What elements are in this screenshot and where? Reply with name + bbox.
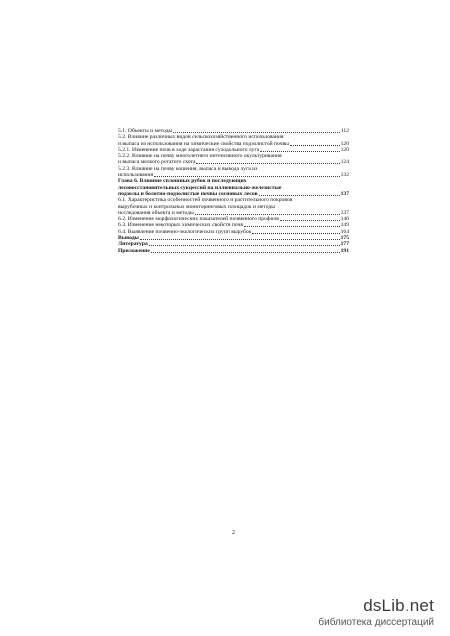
toc-entry-title: 6.2. Изменение морфологических показателей почвенного профиля (118, 216, 279, 223)
toc-entry-title: 6.3. Изменение некоторых химических свойств почв (118, 222, 243, 229)
toc-page-number: 177 (340, 241, 349, 248)
toc-leader-dots (244, 226, 340, 227)
toc-leader-dots (173, 132, 340, 133)
toc-entry-title: 6.4. Выявление почвенно-экологических групп вырубок (118, 228, 252, 235)
toc-leader-dots (290, 145, 340, 146)
toc-leader-dots (259, 195, 340, 196)
toc-entry-title: 5.2. Влияние различных видов сельскохозяйственного использования (118, 134, 284, 141)
toc-page-number: 132 (340, 172, 349, 179)
toc-page-number: 112 (340, 128, 349, 134)
toc-entry-title: Приложение (118, 247, 150, 254)
toc-leader-dots (280, 220, 340, 221)
toc-entry-title: лесовосстановительных сукцессий на иллювиально-железистые (118, 184, 282, 191)
toc-entry (118, 248, 349, 254)
watermark-logo: dsLib.net (363, 596, 434, 615)
toc-leader-dots (195, 214, 340, 215)
toc-entry-title: 5.1. Объекты и методы (118, 128, 173, 134)
toc-page-number: 137 (340, 209, 349, 216)
toc-page-number: 124 (340, 159, 349, 166)
toc-page-number: 164 (340, 228, 349, 235)
toc-entry-title: Глава 6. Влияние сплошных рубок и последующих (118, 178, 247, 185)
toc-entry-title: вырубочных и контрольных мониторинговых площадок и методы (118, 203, 276, 210)
toc-entry-title: 5.2.1. Изменение почв в ходе зарастания суходольного луга (118, 146, 260, 153)
toc-entry-title: использования (118, 172, 154, 179)
page-number: 2 (232, 530, 235, 536)
toc-entry-title: 5.2.3. Влияние на почву кошения, выпаса и вывода луга из (118, 165, 258, 172)
toc-page-number: 146 (340, 216, 349, 223)
toc-leader-dots (196, 163, 339, 164)
toc-leader-dots (154, 176, 339, 177)
toc-page-number: 120 (340, 140, 349, 147)
toc-leader-dots (260, 151, 339, 152)
table-of-contents (118, 128, 349, 254)
toc-entry-title: и выпаса мелкого рогатого скота (118, 159, 196, 166)
toc-entry-title: подзолы и болотно-подзолистые почвы сосновых лесов (118, 190, 258, 197)
toc-page-number: 120 (340, 146, 349, 153)
toc-leader-dots (140, 239, 340, 240)
toc-leader-dots (149, 245, 340, 246)
toc-page-number: 137 (340, 190, 349, 197)
toc-entry-title: Выводы (118, 235, 139, 242)
toc-leader-dots (151, 252, 340, 253)
toc-entry-title: Литература (118, 241, 148, 248)
toc-leader-dots (252, 233, 339, 234)
toc-entry-title: исследования объекта и методы (118, 209, 194, 216)
watermark (318, 596, 434, 628)
toc-page-number: 175 (340, 235, 349, 242)
toc-page-number: 191 (340, 247, 349, 254)
toc-entry-title: 6.1. Характеристика особенностей почвенного и растительного покровов (118, 197, 293, 204)
toc-entry-title: и выпаса из использования на химические свойства подзолистой почвы (118, 140, 289, 147)
watermark-tagline: библиотека диссертаций (318, 617, 434, 628)
toc-entry-title: 5.2.2. Влияние на почву многолетнего интенсивного окультуривания (118, 153, 282, 160)
toc-page-number: 149 (340, 222, 349, 229)
